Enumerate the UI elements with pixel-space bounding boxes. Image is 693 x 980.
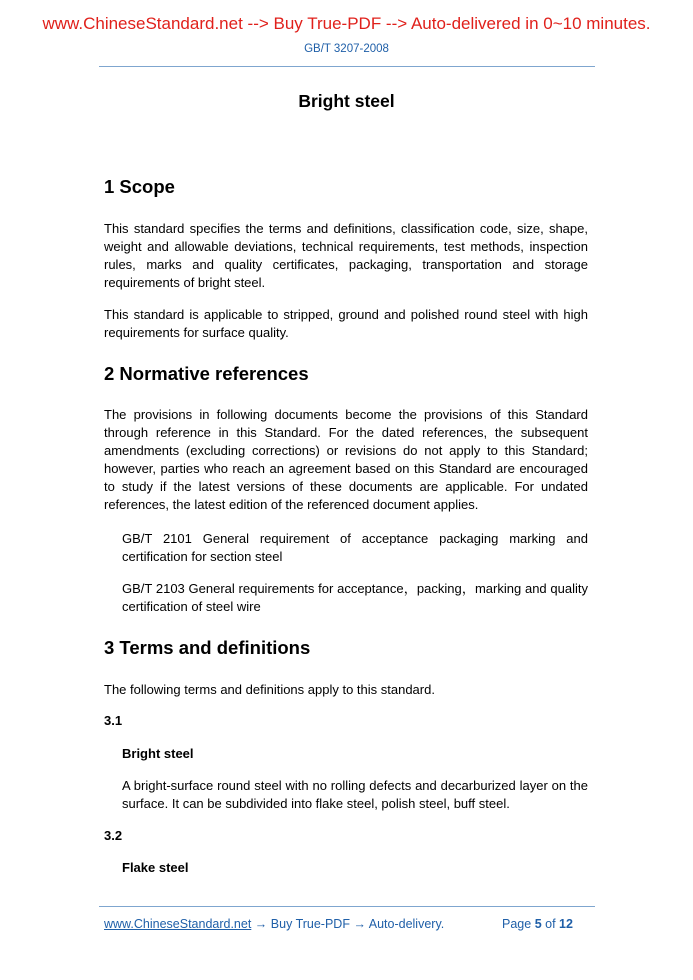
page-total: 12 [559, 917, 573, 931]
page-label: Page [502, 917, 532, 931]
footer-divider [99, 906, 595, 907]
footer-auto-delivery: Auto-delivery. [368, 917, 445, 931]
document-title: Bright steel [298, 91, 395, 111]
page-current: 5 [534, 917, 542, 931]
reference-gbt-2103: GB/T 2103 General requirements for acceptance，packing，marking and quality certification of steel wire [122, 581, 588, 614]
term-flake-steel: Flake steel [122, 860, 189, 875]
arrow-right-icon: → [254, 917, 268, 931]
term-bright-steel: Bright steel [122, 746, 194, 761]
term-number-3-1: 3.1 [104, 713, 123, 728]
scope-paragraph-1: This standard specifies the terms and definitions, classification code, size, shape, weight and allowable deviations, technical requirements, test methods, inspection rules, marks and quality certificates, packaging, transportation and storage requirements of bright steel. [104, 221, 588, 290]
page-indicator [502, 916, 573, 932]
section-heading-terms-definitions: 3 Terms and definitions [104, 637, 311, 658]
term-number-3-2: 3.2 [104, 828, 123, 843]
footer-site-link[interactable]: www.ChineseStandard.net [104, 917, 252, 931]
promo-banner[interactable]: www.ChineseStandard.net --> Buy True-PDF --> Auto-delivered in 0~10 minutes. [42, 14, 651, 33]
standard-code-header: GB/T 3207-2008 [304, 43, 389, 55]
term-bright-steel-definition: A bright-surface round steel with no rolling defects and decarburized layer on the surface. It can be subdivided into flake steel, polish steel, buff steel. [122, 778, 588, 811]
section-heading-normative-references: 2 Normative references [104, 363, 309, 384]
arrow-right-icon: → [353, 917, 366, 931]
terms-intro: The following terms and definitions apply to this standard. [104, 682, 435, 697]
footer-buy-link[interactable]: Buy True-PDF [270, 917, 350, 931]
section-heading-scope: 1 Scope [104, 176, 175, 197]
header-divider [99, 66, 595, 67]
scope-paragraph-2: This standard is applicable to stripped, ground and polished round steel with high requirements for surface quality. [104, 307, 588, 340]
footer-links [104, 916, 444, 932]
reference-gbt-2101: GB/T 2101 General requirement of acceptance packaging marking and certification for section steel [122, 531, 588, 564]
normative-paragraph: The provisions in following documents become the provisions of this Standard through reference in this Standard. For the dated references, the subsequent amendments (excluding corrections) or revisions do not apply to this Standard; however, parties who reach an agreement based on this Standard are encouraged to study if the latest versions of these documents are applicable. For undated references, the latest edition of the referenced document applies. [104, 407, 588, 512]
page-of-label: of [545, 917, 556, 931]
